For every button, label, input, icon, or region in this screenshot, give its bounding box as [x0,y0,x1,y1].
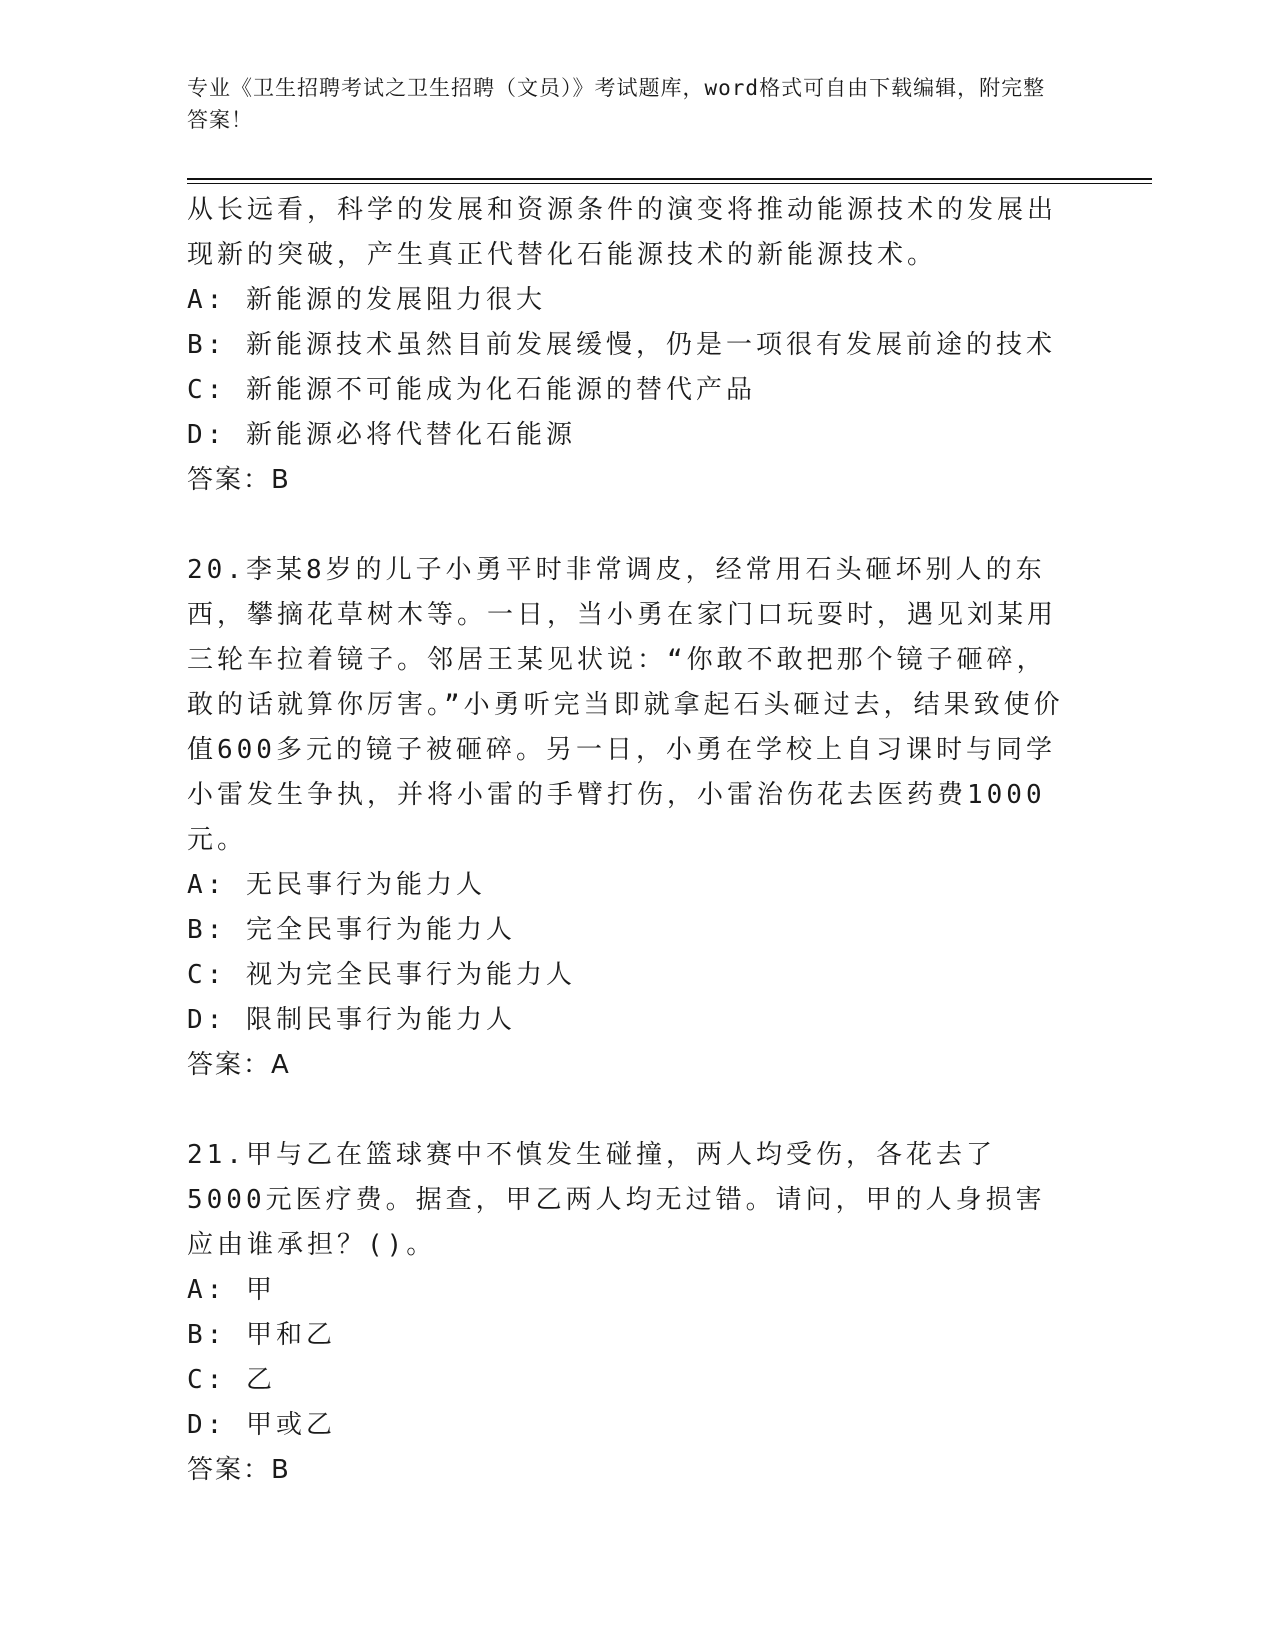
question-text: 从长远看，科学的发展和资源条件的演变将推动能源技术的发展出现新的突破，产生真正代替化石能源技术的新能源技术。 [187,195,1058,270]
header-rule-thin [187,183,1152,184]
answer-line: 答案：B [187,465,291,495]
option-b: B: 新能源技术虽然目前发展缓慢，仍是一项很有发展前途的技术 [187,330,1056,360]
option-d: D: 甲或乙 [187,1410,336,1440]
answer-line: 答案：B [187,1455,291,1485]
option-c: C: 视为完全民事行为能力人 [187,960,576,990]
answer-line: 答案：A [187,1050,291,1080]
header-rule-thick [187,178,1152,180]
question-block [187,1133,1067,1493]
option-d: D: 限制民事行为能力人 [187,1005,516,1035]
option-a: A: 甲 [187,1275,276,1305]
spacer [187,1088,1067,1133]
option-b: B: 甲和乙 [187,1320,336,1350]
question-block [187,548,1067,1088]
spacer [187,503,1067,548]
option-c: C: 乙 [187,1365,276,1395]
option-a: A: 无民事行为能力人 [187,870,486,900]
option-c: C: 新能源不可能成为化石能源的替代产品 [187,375,756,405]
question-block [187,188,1067,503]
option-b: B: 完全民事行为能力人 [187,915,516,945]
document-header: 专业《卫生招聘考试之卫生招聘（文员）》考试题库，word格式可自由下载编辑，附完整答案！ [187,76,1046,132]
question-list [187,188,1067,1493]
option-a: A: 新能源的发展阻力很大 [187,285,546,315]
question-text: 20.李某8岁的儿子小勇平时非常调皮，经常用石头砸坏别人的东西，攀摘花草树木等。一日，当小勇在家门口玩耍时，遇见刘某用三轮车拉着镜子。邻居王某见状说：“你敢不敢把那个镜子砸碎，敢的话就算你厉害。”小勇听完当即就拿起石头砸过去，结果致使价值600多元的镜子被砸碎。另一日，小勇在学校上自习课时与同学小雷发生争执，并将小雷的手臂打伤，小雷治伤花去医药费1000元。 [187,555,1064,855]
option-d: D: 新能源必将代替化石能源 [187,420,576,450]
question-text: 21.甲与乙在篮球赛中不慎发生碰撞，两人均受伤，各花去了5000元医疗费。据查，甲乙两人均无过错。请问，甲的人身损害应由谁承担？()。 [187,1140,1046,1260]
